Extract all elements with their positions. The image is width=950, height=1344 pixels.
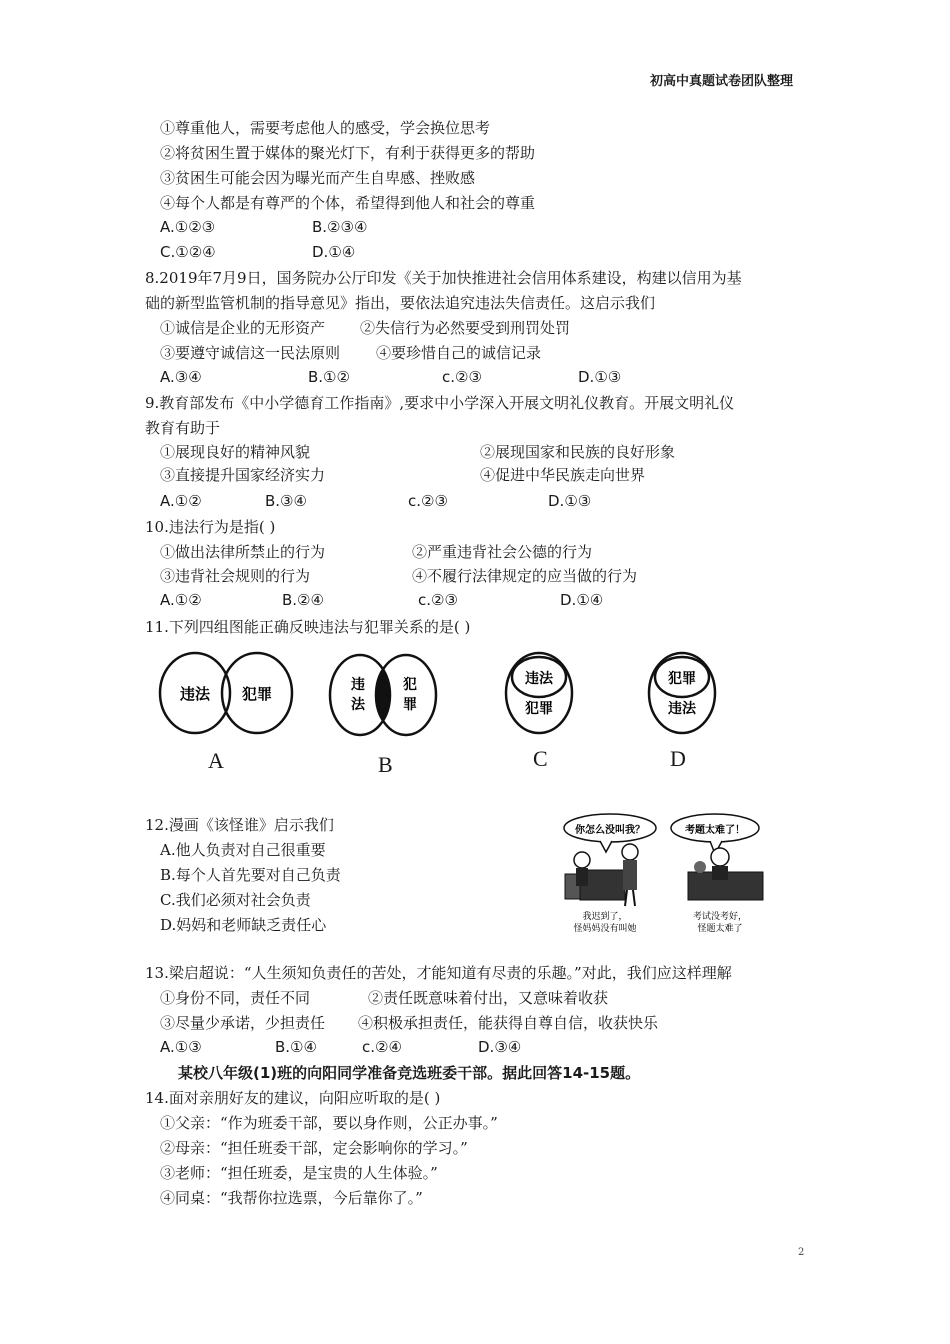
q13-item-1: ①身份不同，责任不同: [160, 989, 311, 1007]
diagram-c-outer-fanzui: 犯罪: [525, 701, 553, 717]
cartoon-right-scene: [688, 848, 763, 900]
q8-stem-line-1: 8.2019年7月9日，国务院办公厅印发《关于加快推进社会信用体系建设，构建以信用为基: [145, 269, 742, 287]
q9-item-1: ①展现良好的精神风貌: [160, 443, 311, 461]
q8-stem-line-2: 础的新型监管机制的指导意见》指出，要依法追究违法失信责任。这启示我们: [145, 294, 656, 312]
q14-item-3: ③老师：“担任班委，是宝贵的人生体验。”: [160, 1164, 438, 1182]
q8-option-a: A.③④: [160, 368, 202, 386]
q14-item-4: ④同桌：“我帮你拉选票，今后靠你了。”: [160, 1189, 423, 1207]
q14-stem: 14.面对亲朋好友的建议，向阳应听取的是( ): [145, 1089, 441, 1107]
q10-option-c: c.②③: [418, 591, 458, 609]
q11-stem: 11.下列四组图能正确反映违法与犯罪关系的是( ): [145, 618, 471, 636]
diagram-d: [649, 653, 715, 733]
q12-option-d: D.妈妈和老师缺乏责任心: [160, 916, 327, 934]
diagram-a: [160, 653, 292, 733]
diagram-c: [506, 653, 572, 733]
q8-option-b: B.①②: [308, 368, 350, 386]
diagram-b-zui: 罪: [403, 697, 417, 713]
q7-item-1: ①尊重他人，需要考虑他人的感受，学会换位思考: [160, 119, 491, 137]
diagram-a-weifa: 违法: [179, 685, 211, 703]
q7-option-b: B.②③④: [312, 218, 368, 236]
q14-item-2: ②母亲：“担任班委干部，定会影响你的学习。”: [160, 1139, 468, 1157]
q10-item-4: ④不履行法律规定的应当做的行为: [412, 567, 638, 585]
q7-item-3: ③贫困生可能会因为曝光而产生自卑感、挫败感: [160, 169, 476, 187]
q13-item-4: ④积极承担责任，能获得自尊自信，收获快乐: [358, 1014, 659, 1032]
q9-item-2: ②展现国家和民族的良好形象: [480, 443, 676, 461]
q8-item-1: ①诚信是企业的无形资产: [160, 319, 326, 337]
cartoon-caption-right-2: 怪题太难了: [697, 924, 743, 934]
cartoon-bubble-left: 你怎么没叫我？: [575, 825, 645, 836]
q9-stem-line-2: 教育有助于: [145, 419, 221, 437]
q10-option-a: A.①②: [160, 591, 202, 609]
cartoon-left-scene: [565, 844, 638, 906]
cartoon-caption-left-1: 我迟到了，: [582, 912, 628, 922]
diagram-c-inner-weifa: 违法: [525, 671, 553, 687]
cartoon-who-to-blame: [560, 812, 770, 937]
q8-option-d: D.①③: [578, 368, 622, 386]
q13-option-b: B.①④: [275, 1038, 317, 1056]
q9-item-3: ③直接提升国家经济实力: [160, 466, 326, 484]
q10-stem: 10.违法行为是指( ): [145, 518, 276, 536]
diagram-b-fa: 法: [351, 697, 365, 713]
q7-option-a: A.①②③: [160, 218, 216, 236]
q9-option-d: D.①③: [548, 492, 592, 510]
page-number: 2: [798, 1247, 805, 1258]
q11-letter-d: D: [670, 746, 686, 771]
q9-item-4: ④促进中华民族走向世界: [480, 466, 646, 484]
q8-item-3: ③要遵守诚信这一民法原则: [160, 344, 341, 362]
diagram-d-outer-weifa: 违法: [668, 701, 696, 717]
page-header: 初高中真题试卷团队整理: [650, 74, 794, 89]
q13-option-d: D.③④: [478, 1038, 522, 1056]
q14-item-1: ①父亲：“作为班委干部，要以身作则，公正办事。”: [160, 1114, 498, 1132]
q12-option-c: C.我们必须对社会负责: [160, 891, 311, 909]
cartoon-caption-right-1: 考试没考好，: [692, 912, 748, 922]
q7-item-4: ④每个人都是有尊严的个体，希望得到他人和社会的尊重: [160, 194, 536, 212]
q13-stem: 13.梁启超说：“人生须知负责任的苦处，才能知道有尽责的乐趣。”对此，我们应这样理解: [145, 964, 732, 982]
intro-14-15: 某校八年级(1)班的向阳同学准备竞选班委干部。据此回答14-15题。: [178, 1064, 641, 1082]
q7-option-c: C.①②④: [160, 243, 216, 261]
q10-item-3: ③违背社会规则的行为: [160, 567, 311, 585]
q10-option-d: D.①④: [560, 591, 604, 609]
q7-option-d: D.①④: [312, 243, 356, 261]
q13-option-a: A.①③: [160, 1038, 202, 1056]
diagram-a-fanzui: 犯罪: [241, 685, 273, 703]
diagram-b: [330, 655, 436, 735]
q8-item-2: ②失信行为必然要受到刑罚处罚: [360, 319, 571, 337]
q9-stem-line-1: 9.教育部发布《中小学德育工作指南》,要求中小学深入开展文明礼仪教育。开展文明礼仪: [145, 394, 735, 412]
diagram-d-inner-fanzui: 犯罪: [668, 671, 696, 687]
cartoon-caption-left-2: 怪妈妈没有叫她: [573, 924, 637, 934]
q11-letter-a: A: [208, 748, 224, 773]
q9-option-b: B.③④: [265, 492, 307, 510]
q10-item-1: ①做出法律所禁止的行为: [160, 543, 326, 561]
q8-item-4: ④要珍惜自己的诚信记录: [376, 344, 542, 362]
q13-option-c: c.②④: [362, 1038, 402, 1056]
q7-item-2: ②将贫困生置于媒体的聚光灯下，有利于获得更多的帮助: [160, 144, 536, 162]
diagram-b-wei: 违: [351, 677, 365, 693]
q11-venn-diagrams: [150, 645, 730, 755]
q9-option-a: A.①②: [160, 492, 202, 510]
q13-item-2: ②责任既意味着付出，又意味着收获: [368, 989, 609, 1007]
diagram-b-fan: 犯: [403, 677, 417, 693]
q12-option-a: A.他人负责对自己很重要: [160, 841, 326, 859]
cartoon-bubble-right: 考题太难了！: [685, 825, 745, 836]
q12-stem: 12.漫画《该怪谁》启示我们: [145, 816, 334, 834]
q11-letter-b: B: [378, 752, 393, 777]
q12-option-b: B.每个人首先要对自己负责: [160, 866, 341, 884]
q8-option-c: c.②③: [442, 368, 482, 386]
q13-item-3: ③尽量少承诺，少担责任: [160, 1014, 326, 1032]
q10-item-2: ②严重违背社会公德的行为: [412, 543, 593, 561]
q11-letter-c: C: [533, 746, 548, 771]
q9-option-c: c.②③: [408, 492, 448, 510]
q10-option-b: B.②④: [282, 591, 324, 609]
